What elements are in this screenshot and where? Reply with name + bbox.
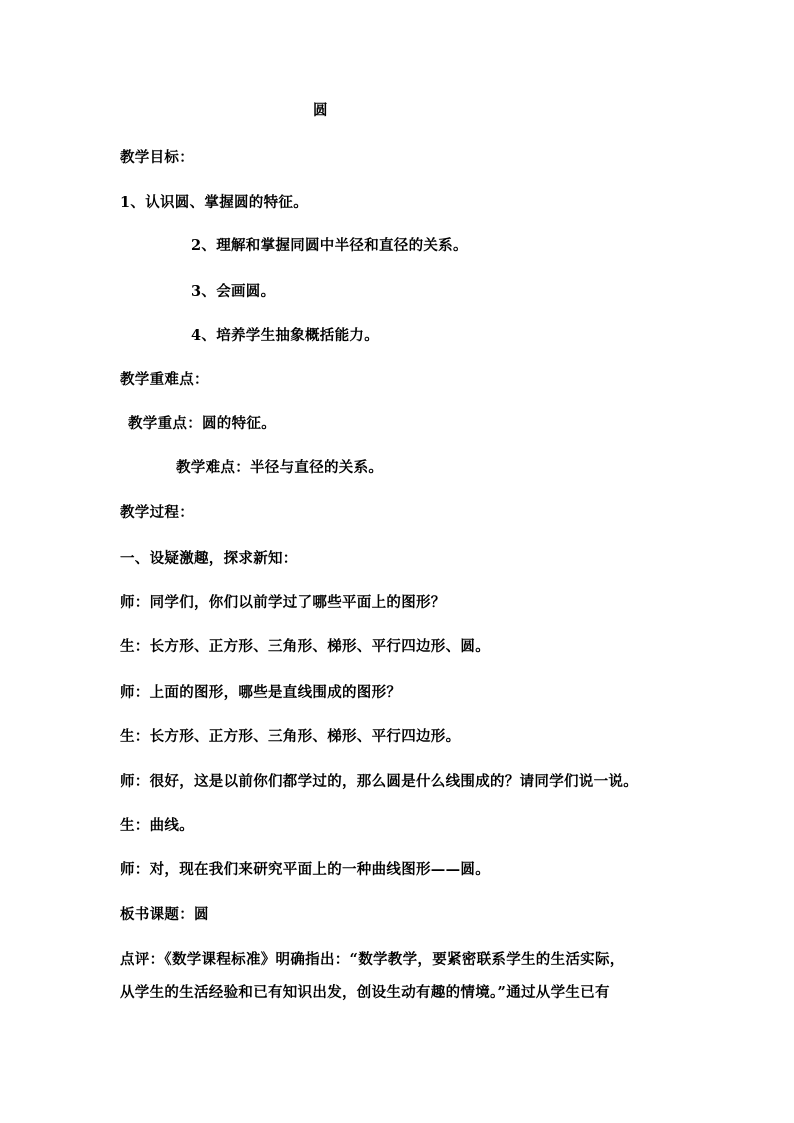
process-line: 师：上面的图形，哪些是直线围成的图形？ — [120, 684, 402, 701]
key-points-heading: 教学重难点： — [120, 371, 209, 388]
goal-item: 1、认识圆、掌握圆的特征。 — [120, 194, 308, 211]
goals-heading: 教学目标： — [120, 149, 194, 166]
key-point: 教学重点：圆的特征。 — [128, 415, 276, 432]
goal-item: 3、会画圆。 — [191, 283, 276, 300]
difficult-point: 教学难点：半径与直径的关系。 — [176, 459, 384, 476]
process-line: 师：很好，这是以前你们都学过的，那么圆是什么线围成的？请同学们说一说。 — [120, 773, 638, 790]
process-line: 师：同学们，你们以前学过了哪些平面上的图形？ — [120, 594, 446, 611]
process-line: 板书课题：圆 — [120, 906, 209, 923]
goal-item: 2、理解和掌握同圆中半径和直径的关系。 — [191, 237, 468, 254]
process-line: 生：长方形、正方形、三角形、梯形、平行四边形、圆。 — [120, 638, 490, 655]
process-heading: 教学过程： — [120, 504, 194, 521]
process-line: 师：对，现在我们来研究平面上的一种曲线图形——圆。 — [120, 861, 490, 878]
comment-line: 点评：《数学课程标准》明确指出：“数学教学，要紧密联系学生的生活实际， — [120, 951, 625, 968]
process-line: 生：曲线。 — [120, 817, 194, 834]
process-line: 一、设疑激趣，探求新知： — [120, 550, 298, 567]
document-title: 圆 — [313, 102, 328, 119]
comment-line: 从学生的生活经验和已有知识出发，创设生动有趣的情境。”通过从学生已有 — [120, 984, 610, 1001]
process-line: 生：长方形、正方形、三角形、梯形、平行四边形。 — [120, 728, 461, 745]
goal-item: 4、培养学生抽象概括能力。 — [191, 327, 379, 344]
